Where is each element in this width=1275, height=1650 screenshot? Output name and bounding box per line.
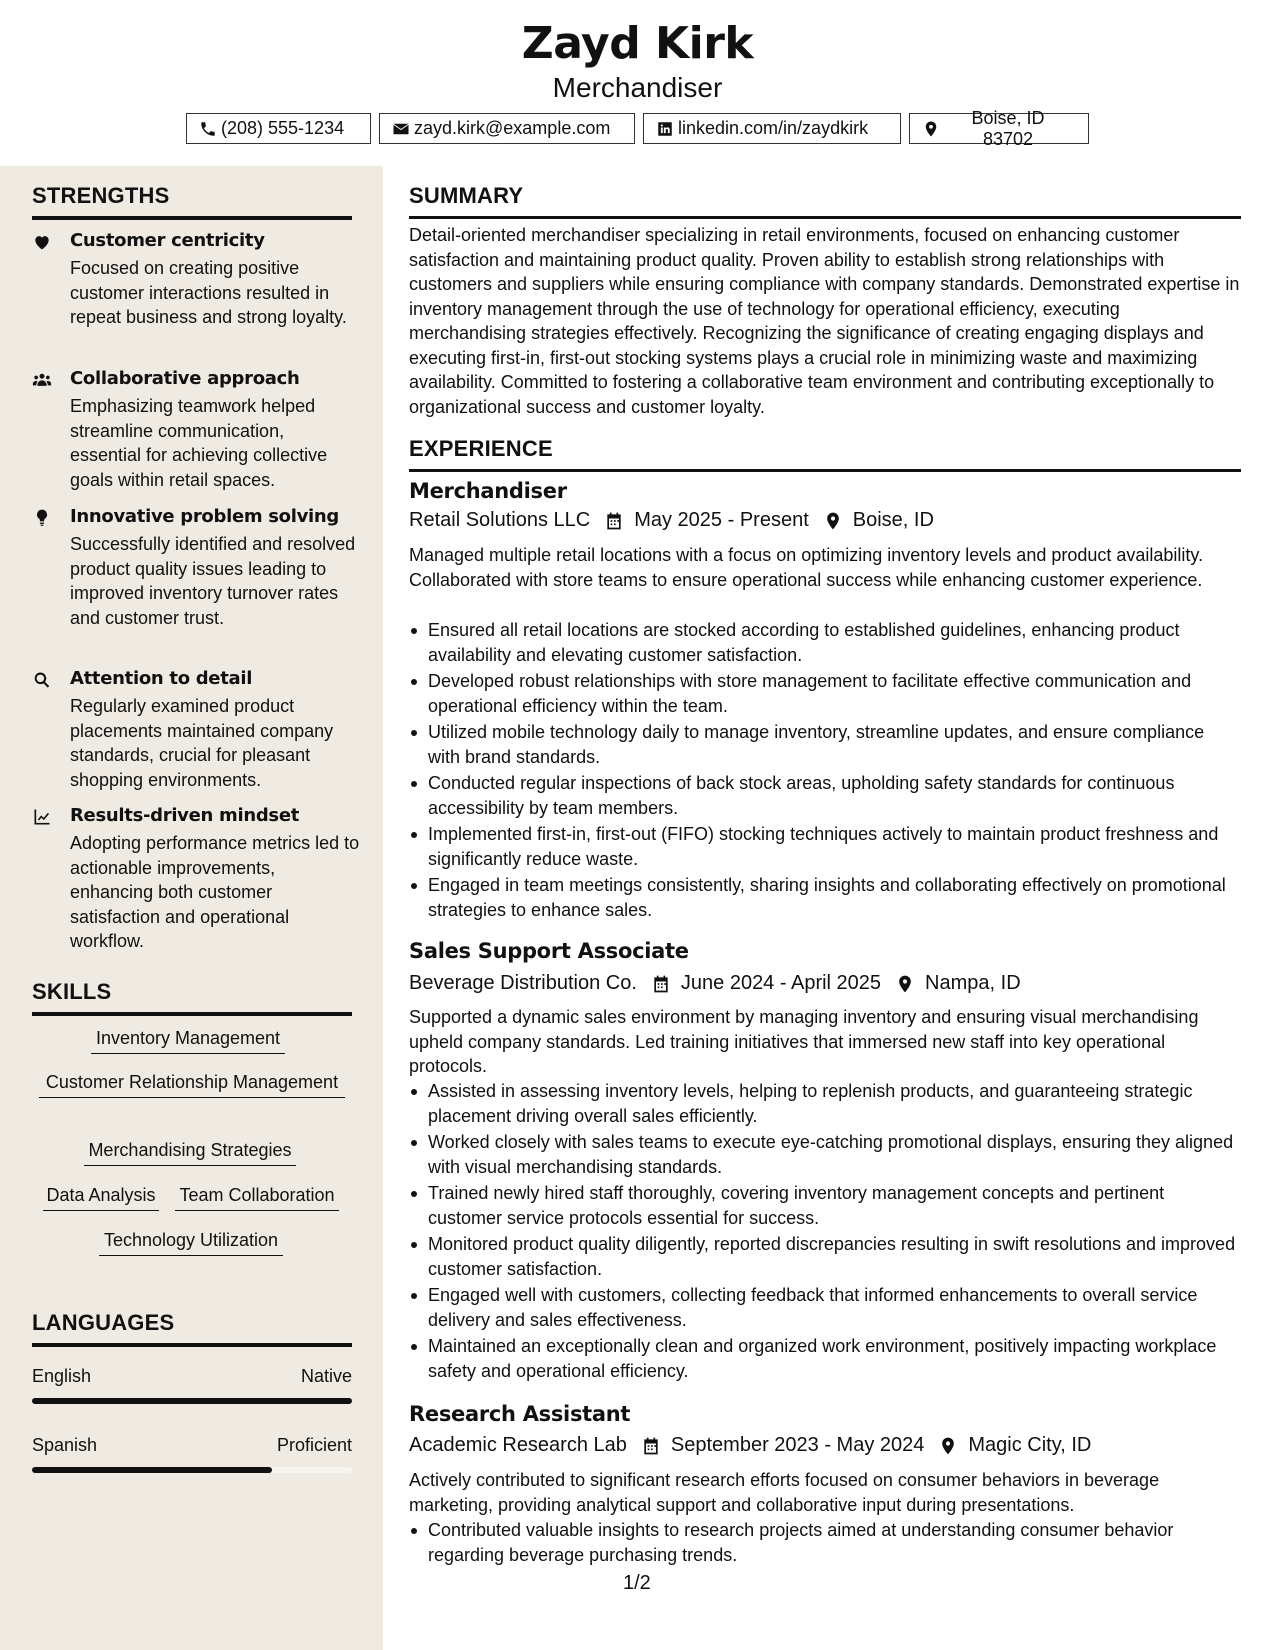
map-pin-icon (895, 974, 915, 994)
language-name: English (32, 1366, 92, 1386)
skill-tag: Technology Utilization (99, 1228, 283, 1256)
job-meta (409, 509, 934, 532)
job-bullet: Worked closely with sales teams to execute eye-catching promotional displays, ensuring they aligned with visual merchandising standards. (409, 1130, 1241, 1179)
language-row (32, 1366, 352, 1387)
language-level: Proficient (276, 1435, 352, 1455)
candidate-name: Zayd Kirk (521, 18, 754, 69)
search-icon (32, 670, 54, 690)
language-bar (32, 1467, 352, 1473)
language-bar-fill (32, 1398, 352, 1404)
calendar-icon (651, 974, 671, 994)
language-name: Spanish (32, 1435, 98, 1455)
job-meta (409, 972, 1021, 995)
language-bar (32, 1398, 352, 1404)
map-pin-icon (823, 511, 843, 531)
linkedin-icon (656, 120, 674, 138)
job-bullet: Contributed valuable insights to research projects aimed at understanding consumer behavior regarding beverage purchasing trends. (409, 1518, 1241, 1567)
strength-desc: Adopting performance metrics led to actionable improvements, enhancing both customer satisfaction and operational workflow. (70, 833, 360, 951)
strength-title: Results-driven mindset (70, 805, 300, 826)
skill-tag: Team Collaboration (175, 1183, 339, 1211)
job-title: Merchandiser (409, 479, 567, 503)
linkedin-text: linkedin.com/in/zaydkirk (678, 118, 869, 138)
job-description: Managed multiple retail locations with a focus on optimizing inventory levels and product availability. Collaborated with store teams to ensure operational success while enhancing customer experience. (409, 545, 1204, 590)
job-bullet: Maintained an exceptionally clean and organized work environment, positively impacting workplace safety and operational efficiency. (409, 1334, 1241, 1383)
lightbulb-icon (32, 508, 54, 528)
resume-header (0, 0, 1275, 166)
languages-list (32, 1366, 352, 1486)
summary-title: SUMMARY (409, 183, 1241, 219)
job-bullet: Monitored product quality diligently, reported discrepancies resulting in swift resolutions and improved customer satisfaction. (409, 1232, 1241, 1281)
job-bullets (409, 1079, 1241, 1385)
skills-list (32, 1026, 352, 1326)
job-meta (409, 1434, 1091, 1457)
strength-desc: Emphasizing teamwork helped streamline communication, essential for achieving collective goals within retail spaces. (70, 396, 328, 490)
job-dates: June 2024 - April 2025 (680, 972, 882, 994)
skills-title: SKILLS (32, 979, 352, 1016)
location-text: Boise, ID 83702 (971, 107, 1045, 149)
job-dates: September 2023 - May 2024 (670, 1434, 925, 1456)
language-level: Native (300, 1366, 352, 1386)
language-row (32, 1435, 352, 1456)
users-icon (32, 370, 54, 390)
job-bullets (409, 1518, 1241, 1569)
email-text: zayd.kirk@example.com (414, 118, 611, 138)
job-bullet: Developed robust relationships with store management to facilitate effective communication and operational efficiency within the team. (409, 669, 1241, 718)
contact-linkedin[interactable] (643, 113, 901, 144)
languages-title: LANGUAGES (32, 1310, 352, 1347)
strength-title: Innovative problem solving (70, 506, 340, 527)
skill-tag: Data Analysis (43, 1183, 159, 1211)
job-title: Sales Support Associate (409, 939, 689, 963)
skills-section (32, 979, 352, 1016)
languages-section (32, 1310, 352, 1347)
phone-icon (199, 120, 217, 138)
chart-line-icon (32, 807, 54, 827)
strength-desc: Regularly examined product placements maintained company standards, crucial for pleasant shopping environments. (70, 696, 334, 790)
job-bullet: Engaged well with customers, collecting feedback that informed enhancements to overall service delivery and sales effectiveness. (409, 1283, 1241, 1332)
experience-title: EXPERIENCE (409, 436, 1241, 472)
job-location: Boise, ID (852, 509, 934, 531)
skill-tag: Inventory Management (91, 1026, 285, 1054)
strength-title: Collaborative approach (70, 368, 300, 389)
skill-tag: Merchandising Strategies (84, 1138, 296, 1166)
contact-location (909, 107, 1089, 149)
contact-bar (0, 107, 1275, 149)
strengths-section (32, 183, 352, 220)
calendar-icon (604, 511, 624, 531)
job-title: Research Assistant (409, 1402, 631, 1426)
job-location: Magic City, ID (968, 1434, 1092, 1456)
job-description: Actively contributed to significant research efforts focused on consumer behaviors in beverage marketing, providing analytical support and collaborative input during presentations. (409, 1470, 1160, 1515)
page-number: 1/2 (623, 1572, 651, 1594)
job-description: Supported a dynamic sales environment by managing inventory and ensuring visual merchandising upheld company standards. Led training initiatives that immersed new staff into key operational protocols. (409, 1007, 1199, 1076)
strengths-title: STRENGTHS (32, 183, 352, 220)
phone-text: (208) 555-1234 (221, 118, 345, 138)
strength-title: Attention to detail (70, 668, 253, 689)
job-company: Retail Solutions LLC (409, 509, 591, 531)
contact-email[interactable] (379, 113, 635, 144)
job-bullet: Utilized mobile technology daily to manage inventory, streamline updates, and ensure compliance with brand standards. (409, 720, 1241, 769)
language-bar-fill (32, 1467, 272, 1473)
map-pin-icon (938, 1436, 958, 1456)
calendar-icon (641, 1436, 661, 1456)
job-company: Beverage Distribution Co. (409, 972, 637, 994)
strength-title: Customer centricity (70, 230, 265, 251)
contact-phone[interactable] (186, 113, 371, 144)
map-pin-icon (922, 120, 940, 138)
sidebar (0, 166, 383, 1650)
job-bullet: Engaged in team meetings consistently, sharing insights and collaborating effectively on promotional strategies to enhance sales. (409, 873, 1241, 922)
job-company: Academic Research Lab (409, 1434, 627, 1456)
envelope-icon (392, 120, 410, 138)
job-bullet: Assisted in assessing inventory levels, helping to replenish products, and guaranteeing strategic placement driving overall sales efficiently. (409, 1079, 1241, 1128)
summary-text: Detail-oriented merchandiser specializing in retail environments, focused on enhancing customer satisfaction and maintaining product quality. Proven ability to establish strong relationships with customers and suppliers while ensuring compliance with company standards. Demonstrated expertise in inventory management through the use of technology for operational efficiency, executing merchandising strategies effectively. Recognizing the significance of creating engaging displays and executing first-in, first-out stocking systems plays a crucial role in minimizing waste and maximizing availability. Committed to fostering a collaborative team environment and contributing exceptionally to organizational success and customer loyalty. (409, 225, 1240, 417)
job-dates: May 2025 - Present (634, 509, 809, 531)
job-bullet: Implemented first-in, first-out (FIFO) stocking techniques actively to maintain product freshness and significantly reduce waste. (409, 822, 1241, 871)
skill-tag: Customer Relationship Management (39, 1070, 345, 1098)
job-bullets (409, 618, 1241, 924)
strength-desc: Focused on creating positive customer interactions resulted in repeat business and strong loyalty. (70, 258, 347, 327)
candidate-role: Merchandiser (552, 72, 723, 103)
heart-icon (32, 232, 54, 252)
strengths-list (32, 230, 360, 951)
job-bullet: Trained newly hired staff thoroughly, covering inventory management concepts and pertinent customer service protocols essential for success. (409, 1181, 1241, 1230)
job-bullet: Ensured all retail locations are stocked according to established guidelines, enhancing product availability and elevating customer satisfaction. (409, 618, 1241, 667)
strength-desc: Successfully identified and resolved product quality issues leading to improved inventory turnover rates and customer trust. (70, 534, 356, 628)
job-bullet: Conducted regular inspections of back stock areas, upholding safety standards for continuous accessibility by team members. (409, 771, 1241, 820)
job-location: Nampa, ID (925, 972, 1021, 994)
